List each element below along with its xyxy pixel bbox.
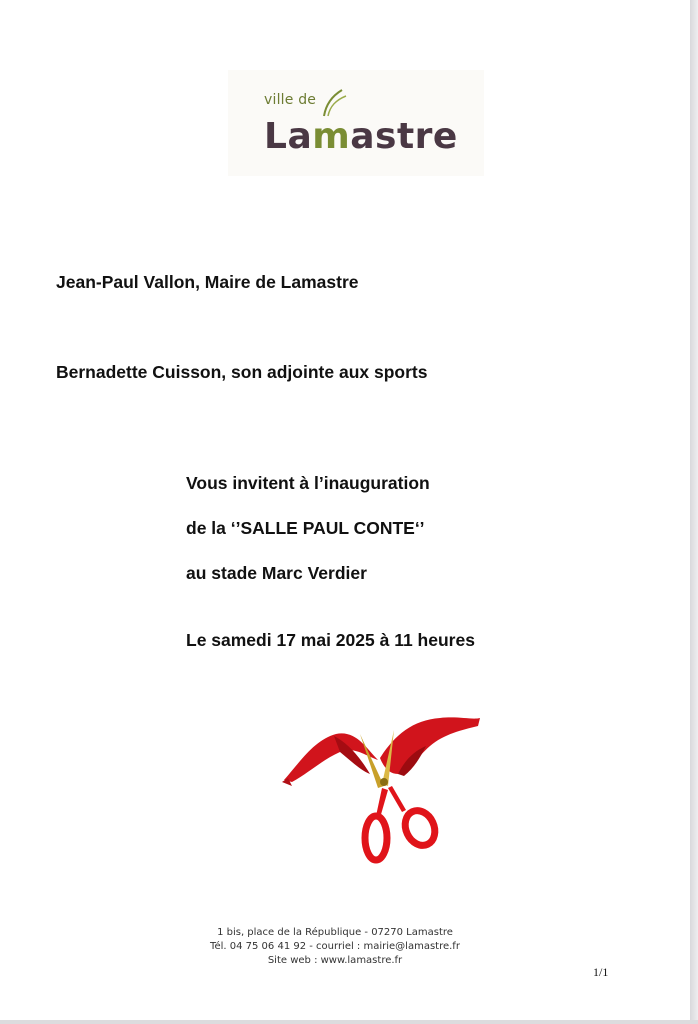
invite-line: Vous invitent à l’inauguration [186,473,430,493]
footer-website: Site web : www.lamastre.fr [267,955,403,966]
page-bottom-edge [0,1020,698,1024]
scissors-ring-left [365,816,387,860]
ribbon-left [284,733,378,782]
logo-small-text: ville de [264,92,317,108]
page-number: 1/1 [593,965,609,979]
stadium-line: au stade Marc Verdier [186,563,367,583]
ribbon-scissors-icon [280,712,485,872]
page-right-edge [690,0,698,1024]
ribbon-right [380,717,480,774]
logo-main-suffix: astre [350,116,458,157]
footer-contact: Tél. 04 75 06 41 92 - courriel : mairie@lamastre.fr [210,941,460,952]
mayor-line: Jean-Paul Vallon, Maire de Lamastre [56,272,359,292]
logo-main-text [264,110,458,164]
footer-address: 1 bis, place de la République - 07270 Lamastre [217,927,453,938]
logo-tower-letter: m [312,116,351,157]
venue-line: de la ‘’SALLE PAUL CONTE‘’ [186,518,425,538]
scissors-blade-left [360,734,384,788]
scissors-pivot [380,778,388,786]
logo-main-prefix: La [264,116,313,157]
lamastre-logo [228,70,484,176]
scissors-ring-right [400,806,441,850]
date-line: Le samedi 17 mai 2025 à 11 heures [186,630,475,650]
scissors-handle-right [388,786,406,812]
deputy-line: Bernadette Cuisson, son adjointe aux sports [56,362,428,382]
